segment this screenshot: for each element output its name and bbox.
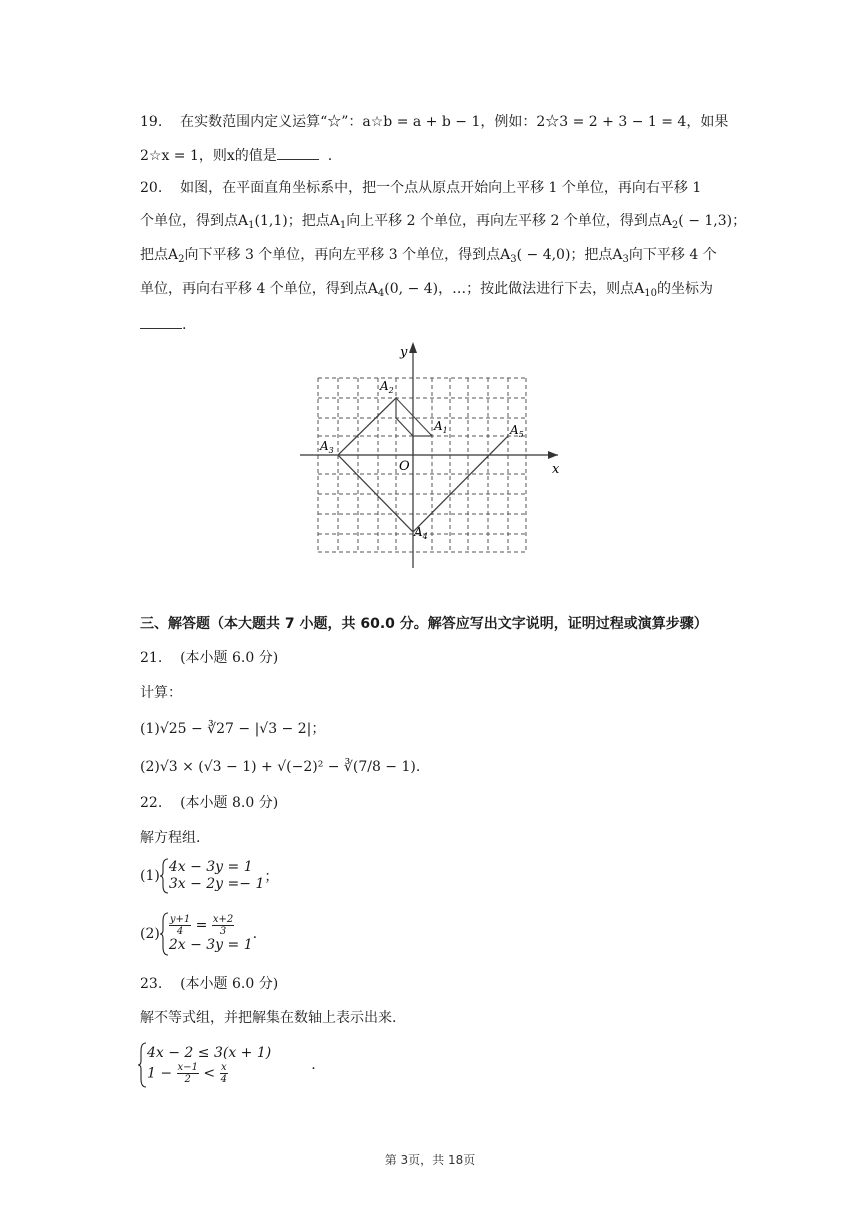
q19-text: 在实数范围内定义运算“☆”：a☆b = a + b − 1，例如：2☆3 = 2 + 3 − 1 = 4，如果 [180, 114, 729, 130]
q22-eq1: 4x − 3y = 1 [168, 859, 253, 875]
q19-line1 [140, 112, 728, 132]
q23-header [140, 974, 278, 994]
q20-text: 单位，再向右平移 4 个单位，得到点A [140, 281, 378, 297]
q20-text: (1,1)；把点A [254, 213, 340, 229]
q23-score: (本小题 6.0 分) [180, 976, 279, 992]
q20-line1 [140, 178, 701, 198]
q19-text-2: 2☆x = 1，则x的值是 [140, 148, 277, 164]
q20-period: . [182, 317, 187, 333]
q20-text: 的坐标为 [656, 281, 713, 297]
q20-line4: 单位，再向右平移 4 个单位，得到点$A_4(0$, − 4)，…；按此做法进行下去，则点$A_{10}$的坐标为 [140, 281, 713, 299]
q20-number: 20. [140, 180, 163, 196]
q21-intro: 计算： [140, 685, 182, 701]
label-a1: $A_1$ [434, 419, 448, 435]
q22-eq3: $\frac{y+1}{4}$ = $\frac{x+2}{3}$ [169, 914, 234, 937]
q21-score: (本小题 6.0 分) [180, 650, 279, 666]
q20-text: 向下平移 3 个单位，再向左平移 3 个单位，得到点A [184, 247, 511, 263]
q23-ineq1: 4x − 2 ≤ 3(x + 1) [147, 1045, 272, 1061]
q23-system: 4x − 2 ≤ 3(x + 1) 1 − $\frac{x-1}{2}$ < $\frac{x}{4}$ . [138, 1042, 316, 1088]
label-a5: $A_5$ [510, 423, 524, 439]
q22-system1: (1) 4x − 3y = 1 3x − 2y =− 1 ； [140, 859, 279, 892]
q20-line2: 个单位，得到点$A_1(1,1)$；把点$A_1$向上平移 2 个单位，再向左平移 2 个单位，得到点$A_2( - 1,3)$； [140, 213, 747, 231]
label-a3: $A_3$ [320, 439, 334, 455]
q22-eq4: 2x − 3y = 1 [168, 937, 253, 953]
q23-number: 23. [140, 976, 163, 992]
q22-intro: 解方程组. [140, 830, 201, 846]
x-axis-label: x [552, 462, 560, 477]
q22-header [140, 793, 278, 813]
answer-blank [140, 314, 182, 329]
y-axis-arrow [409, 342, 417, 353]
q20-text: 个单位，得到点A [140, 213, 249, 229]
label-a4: $A_4$ [414, 525, 428, 541]
q20-text: 向上平移 2 个单位，再向左平移 2 个单位，得到点A [346, 213, 672, 229]
q22-score: (本小题 8.0 分) [180, 795, 279, 811]
q20-text: ( − 1,3)； [678, 213, 747, 229]
q21-header [140, 648, 278, 668]
q20-line5 [140, 314, 186, 335]
q20-text: 把点A [140, 247, 179, 263]
y-axis-label: y [400, 345, 408, 360]
brace-icon [160, 858, 169, 894]
section-heading: 三、解答题（本大题共 7 小题，共 60.0 分。解答应写出文字说明，证明过程或演算步骤） [140, 616, 708, 632]
coordinate-figure [296, 336, 571, 572]
q22-number: 22. [140, 795, 163, 811]
q23-ineq2: 1 − $\frac{x-1}{2}$ < $\frac{x}{4}$ [147, 1062, 227, 1085]
answer-blank [277, 145, 319, 160]
q21-part1: (1)√25 − ∛27 − |√3 − 2|； [140, 721, 326, 737]
q22-system2: (2) $\frac{y+1}{4}$ = $\frac{x+2}{3}$ 2x − 3y = 1 . [140, 912, 257, 956]
q23-intro: 解不等式组，并把解集在数轴上表示出来. [140, 1010, 397, 1026]
q20-text: 如图，在平面直角坐标系中，把一个点从原点开始向上平移 1 个单位，再向右平移 1 [180, 180, 702, 196]
q21-part2: (2)√3 × (√3 − 1) + √(−2)² − ∛(7/8 − 1). [140, 759, 421, 775]
brace-icon [138, 1042, 147, 1088]
label-a2: $A_2$ [380, 379, 394, 395]
brace-icon [160, 912, 169, 956]
q20-text: (0, − 4)，…；按此做法进行下去，则点A [384, 281, 645, 297]
q19-number: 19. [140, 114, 163, 130]
q19-line2 [140, 145, 332, 166]
q20-text: 向下平移 4 个 [628, 247, 717, 263]
q20-text: ( − 4,0)；把点A [516, 247, 623, 263]
q22-eq2: 3x − 2y =− 1 [168, 876, 265, 892]
page-footer: 第 3页，共 18页 [384, 1153, 476, 1167]
x-axis-arrow [548, 451, 558, 459]
q19-period: . [327, 148, 333, 164]
q20-line3: 把点$A_2$向下平移 3 个单位，再向左平移 3 个单位，得到点$A_3( - 4,0)$；把点$A_3$向下平移 4 个 [140, 247, 717, 265]
origin-label: O [399, 459, 410, 474]
q21-number: 21. [140, 650, 163, 666]
